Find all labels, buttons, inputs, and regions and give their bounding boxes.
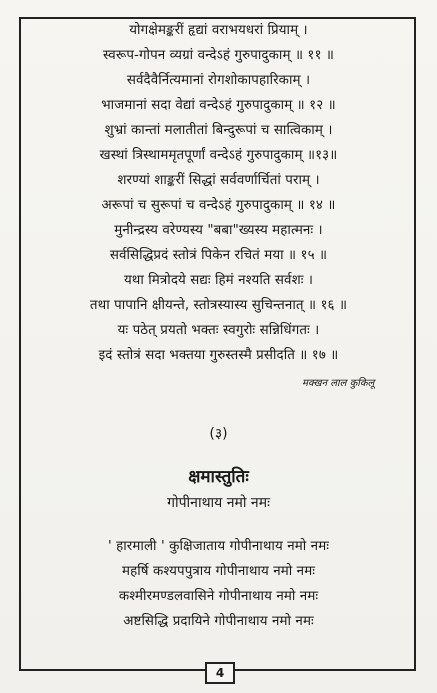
hymn-line: महर्षि कश्यपपुत्राय गोपीनाथाय नमो नमः [121, 564, 316, 579]
hymn-line: अष्टसिद्धि प्रदायिने गोपीनाथाय नमो नमः [123, 614, 314, 629]
page-subtitle: गोपीनाथाय नमो नमः [167, 495, 270, 511]
verse-line: मुनीन्द्रस्य वरेण्यस्य "बबा"ख्यस्य महात्मनः । [114, 223, 323, 238]
page-title: क्षमास्तुतिः [188, 467, 249, 487]
hymn-line: कश्मीरमण्डलवासिने गोपीनाथाय नमो नमः [118, 589, 319, 604]
section-number: (३) [209, 426, 228, 442]
verse-line: यः पठेत् प्रयतो भक्तः स्वगुरोः सन्निधिंगतः । [117, 323, 320, 338]
verse-line: शुभ्रां कान्तां मलातीतां बिन्दुरूपां च सात्विकाम् । [104, 123, 333, 138]
author-signature: मक्खन लाल कुकिलू [302, 378, 375, 389]
verse-line: सर्वदैवैर्नित्यमानां रोगशोकापहारिकाम् । [126, 73, 311, 88]
verse-line: शरण्यां शाङ्करीं सिद्धां सर्ववर्णार्चितां पराम् । [117, 173, 320, 188]
verse-line: खस्थां त्रिस्थाममृतपूर्णां वन्देऽहं गुरुपादुकाम् ॥१३॥ [99, 148, 338, 163]
hymn-line: ' हारमाली ' कुक्षिजाताय गोपीनाथाय नमो नमः [107, 539, 330, 554]
verse-line: सर्वसिद्धिप्रदं स्तोत्रं पिकेन रचितं मया ॥ १५ ॥ [109, 248, 328, 263]
verse-line: भाजमानां सदा वेद्यां वन्देऽहं गुरुपादुकाम् ॥ १२ ॥ [101, 98, 336, 113]
verse-line: अरूपां च सुरूपां च वन्देऽहं गुरुपादुकाम् ॥ १४ ॥ [101, 198, 336, 213]
verse-line: तथा पापानि क्षीयन्ते, स्तोत्रस्यास्य सुचिन्तनात् ॥ १६ ॥ [89, 298, 348, 313]
page-number: 4 [205, 662, 235, 684]
verse-line: स्वरूप-गोपन व्यग्रां वन्देऽहं गुरुपादुकाम् ॥ ११ ॥ [102, 48, 335, 63]
verse-line: यथा मित्रोदये सद्यः हिमं नश्यति सर्वशः । [123, 273, 314, 288]
verse-line: इदं स्तोत्रं सदा भक्तया गुरुस्तस्मै प्रसीदति ॥ १७ ॥ [98, 348, 339, 363]
verse-line: योगक्षेमङ्करीं हृद्यां वराभयधरां प्रियाम् । [129, 23, 308, 38]
